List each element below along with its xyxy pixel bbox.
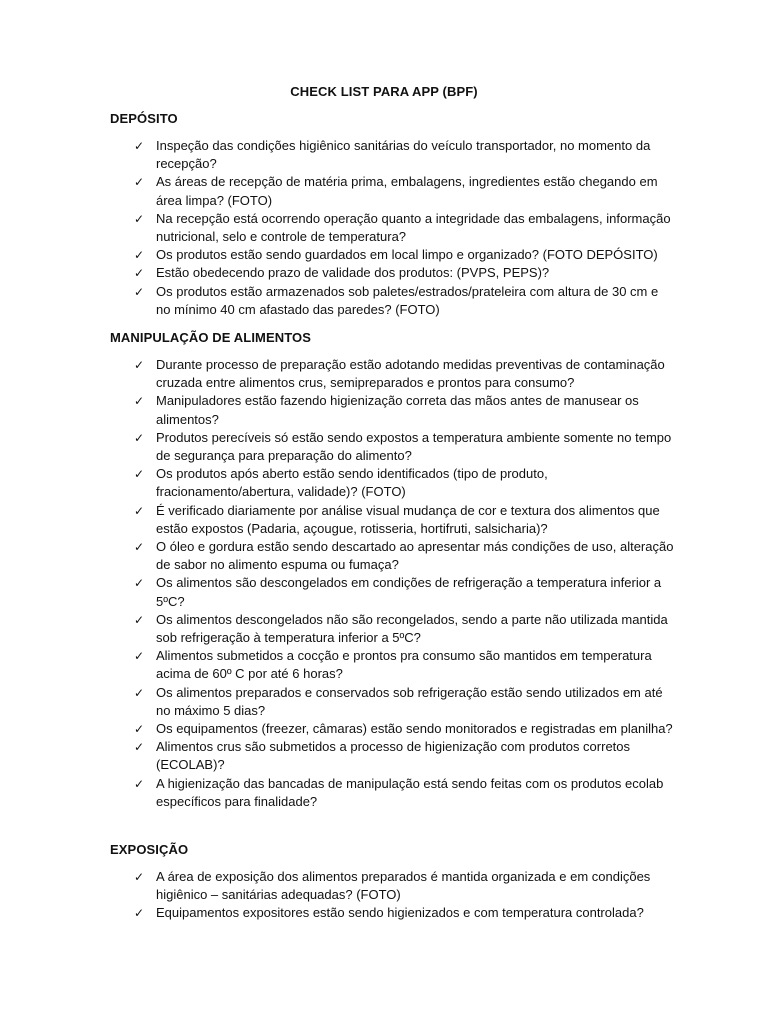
checklist-item xyxy=(134,904,674,922)
check-mark-icon: ✓ xyxy=(134,211,145,226)
check-mark-icon: ✓ xyxy=(134,649,145,664)
checklist-item-text: Manipuladores estão fazendo higienização correta das mãos antes de manusear os alimentos? xyxy=(156,393,639,427)
section-heading-deposito: DEPÓSITO xyxy=(110,111,178,126)
checklist-item-text: Os produtos após aberto estão sendo identificados (tipo de produto, fracionamento/abertura, validade)? (FOTO) xyxy=(156,466,548,500)
check-mark-icon: ✓ xyxy=(134,358,145,372)
checklist-item-text: Estão obedecendo prazo de validade dos produtos: (PVPS, PEPS)? xyxy=(156,265,550,281)
checklist-item xyxy=(134,574,674,610)
section-heading-manipulacao: MANIPULAÇÃO DE ALIMENTOS xyxy=(110,330,312,345)
check-mark-icon: ✓ xyxy=(134,430,145,445)
check-mark-icon: ✓ xyxy=(134,284,145,299)
checklist-item xyxy=(134,429,674,465)
check-mark-icon: ✓ xyxy=(134,540,145,555)
checklist-item-text: Os equipamentos (freezer, câmaras) estão sendo monitorados e registradas em planilha? xyxy=(156,721,673,737)
check-mark-icon: ✓ xyxy=(134,139,145,153)
checklist-item xyxy=(134,684,674,720)
checklist-item xyxy=(134,538,674,574)
check-mark-icon: ✓ xyxy=(134,685,145,700)
checklist-item-text: Alimentos submetidos a cocção e prontos pra consumo são mantidos em temperatura acima de 60º C por até 6 horas? xyxy=(156,648,652,682)
checklist-item xyxy=(134,356,674,392)
checklist-item-text: A área de exposição dos alimentos preparados é mantida organizada e em condições higiênico – sanitárias adequadas? (FOTO) xyxy=(156,869,651,903)
checklist-item-text: Produtos perecíveis só estão sendo expostos a temperatura ambiente somente no tempo de segurança para preparação do alimento? xyxy=(156,429,672,464)
checklist-item xyxy=(134,246,674,264)
check-mark-icon: ✓ xyxy=(134,612,145,627)
checklist-item xyxy=(134,868,674,904)
checklist-manipulacao xyxy=(134,356,674,811)
check-mark-icon: ✓ xyxy=(134,248,145,263)
checklist-item xyxy=(134,173,674,209)
check-mark-icon: ✓ xyxy=(134,870,145,884)
checklist-exposicao xyxy=(134,868,674,923)
checklist-item-text: Equipamentos expositores estão sendo higienizados e com temperatura controlada? xyxy=(156,905,644,921)
checklist-item-text: O óleo e gordura estão sendo descartado ao apresentar más condições de uso, alteração de sabor no alimento espuma ou fumaça? xyxy=(156,539,674,573)
checklist-item-text: Os alimentos são descongelados em condições de refrigeração a temperatura inferior a 5ºC? xyxy=(156,575,662,609)
section-heading-exposicao: EXPOSIÇÃO xyxy=(110,842,189,857)
checklist-item xyxy=(134,210,674,246)
check-mark-icon: ✓ xyxy=(134,503,145,518)
checklist-item-text: Os produtos estão armazenados sob paletes/estrados/prateleira com altura de 30 cm e no mínimo 40 cm afastado das paredes? (FOTO) xyxy=(156,283,659,317)
checklist-item xyxy=(134,647,674,683)
check-mark-icon: ✓ xyxy=(134,906,145,921)
check-mark-icon: ✓ xyxy=(134,722,145,737)
check-mark-icon: ✓ xyxy=(134,394,145,409)
checklist-item-text: Na recepção está ocorrendo operação quanto a integridade das embalagens, informação nutricional, selo e controle de temperatura? xyxy=(156,210,671,245)
checklist-item xyxy=(134,264,674,282)
check-mark-icon: ✓ xyxy=(134,175,145,190)
checklist-item xyxy=(134,502,674,538)
checklist-item-text: Alimentos crus são submetidos a processo de higienização com produtos corretos (ECOLAB)? xyxy=(156,739,631,773)
check-mark-icon: ✓ xyxy=(134,467,145,482)
checklist-item-text: A higienização das bancadas de manipulação está sendo feitas com os produtos ecolab específicos para finalidade? xyxy=(156,775,664,809)
checklist-item xyxy=(134,720,674,738)
checklist-item-text: Os produtos estão sendo guardados em local limpo e organizado? (FOTO DEPÓSITO) xyxy=(156,247,658,263)
checklist-item xyxy=(134,775,674,811)
checklist-item-text: Os alimentos descongelados não são recongelados, sendo a parte não utilizada mantida sob refrigeração à temperatura inferior a 5ºC? xyxy=(156,611,668,646)
checklist-item xyxy=(134,465,674,501)
checklist-item xyxy=(134,738,674,774)
checklist-deposito xyxy=(134,137,674,319)
checklist-item xyxy=(134,137,674,173)
check-mark-icon: ✓ xyxy=(134,740,145,755)
checklist-item-text: As áreas de recepção de matéria prima, embalagens, ingredientes estão chegando em área limpa? (FOTO) xyxy=(156,174,658,208)
checklist-item-text: Inspeção das condições higiênico sanitárias do veículo transportador, no momento da recepção? xyxy=(156,138,651,172)
checklist-item-text: Durante processo de preparação estão adotando medidas preventivas de contaminação cruzada entre alimentos crus, semipreparados e prontos para consumo? xyxy=(156,357,665,391)
check-mark-icon: ✓ xyxy=(134,776,145,791)
document-title: CHECK LIST PARA APP (BPF) xyxy=(290,84,478,99)
check-mark-icon: ✓ xyxy=(134,266,145,281)
check-mark-icon: ✓ xyxy=(134,576,145,591)
checklist-item-text: Os alimentos preparados e conservados sob refrigeração estão sendo utilizados em até no máximo 5 dias? xyxy=(156,684,663,718)
checklist-item xyxy=(134,392,674,428)
checklist-item xyxy=(134,283,674,319)
checklist-item-text: É verificado diariamente por análise visual mudança de cor e textura dos alimentos que estão expostos (Padaria, açougue, rotisseria, hortifruti, salsicharia)? xyxy=(156,502,660,536)
checklist-item xyxy=(134,611,674,647)
